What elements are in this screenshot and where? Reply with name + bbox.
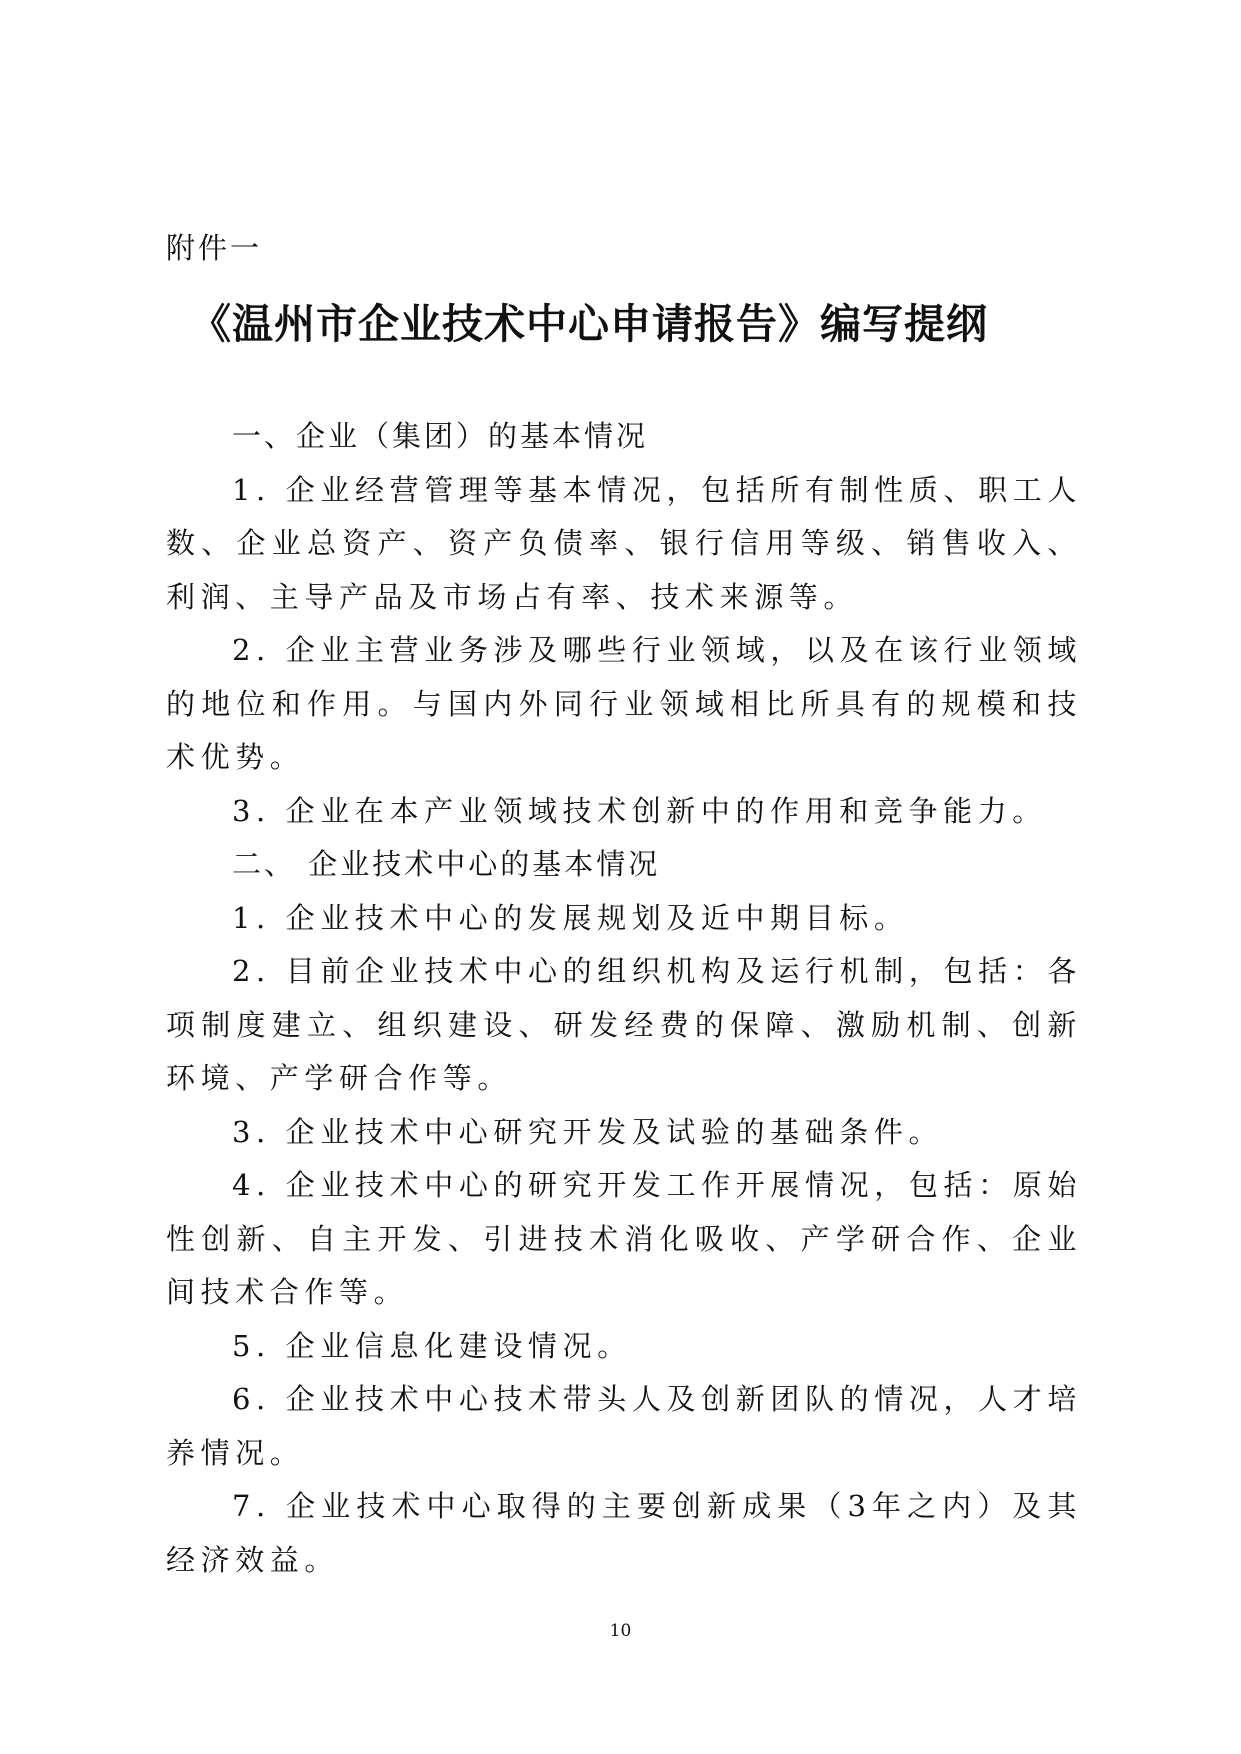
page-number: 10	[609, 1621, 632, 1641]
section-1-item-2: 2. 企业主营业务涉及哪些行业领域，以及在该行业领域的地位和作用。与国内外同行业领域相比所具有的规模和技术优势。	[166, 633, 1082, 774]
section-2-item-7: 7. 企业技术中心取得的主要创新成果（3年之内）及其经济效益。	[166, 1489, 1082, 1577]
section-2-item-2: 2. 目前企业技术中心的组织机构及运行机制，包括：各项制度建立、组织建设、研发经费的保障、激励机制、创新环境、产学研合作等。	[166, 954, 1082, 1095]
document-title: 《温州市企业技术中心申请报告》编写提纲	[190, 300, 988, 348]
section-2-item-1: 1. 企业技术中心的发展规划及近中期目标。	[232, 900, 909, 935]
section-2-item-3: 3. 企业技术中心研究开发及试验的基础条件。	[232, 1114, 944, 1149]
section-2-item-5: 5. 企业信息化建设情况。	[232, 1328, 632, 1363]
section-heading-2: 二、 企业技术中心的基本情况	[232, 847, 661, 881]
section-heading-1: 一、企业（集团）的基本情况	[232, 419, 649, 453]
section-1-item-1: 1. 企业经营管理等基本情况，包括所有制性质、职工人数、企业总资产、资产负债率、银行信用等级、销售收入、利润、主导产品及市场占有率、技术来源等。	[166, 472, 1082, 614]
attachment-label: 附件一	[166, 231, 263, 265]
section-2-item-6: 6. 企业技术中心技术带头人及创新团队的情况，人才培养情况。	[166, 1382, 1082, 1470]
section-1-item-3: 3. 企业在本产业领域技术创新中的作用和竞争能力。	[232, 793, 1047, 828]
document-body	[166, 410, 1082, 1587]
section-2-item-4: 4. 企业技术中心的研究开发工作开展情况，包括：原始性创新、自主开发、引进技术消化吸收、产学研合作、企业间技术合作等。	[166, 1168, 1082, 1309]
